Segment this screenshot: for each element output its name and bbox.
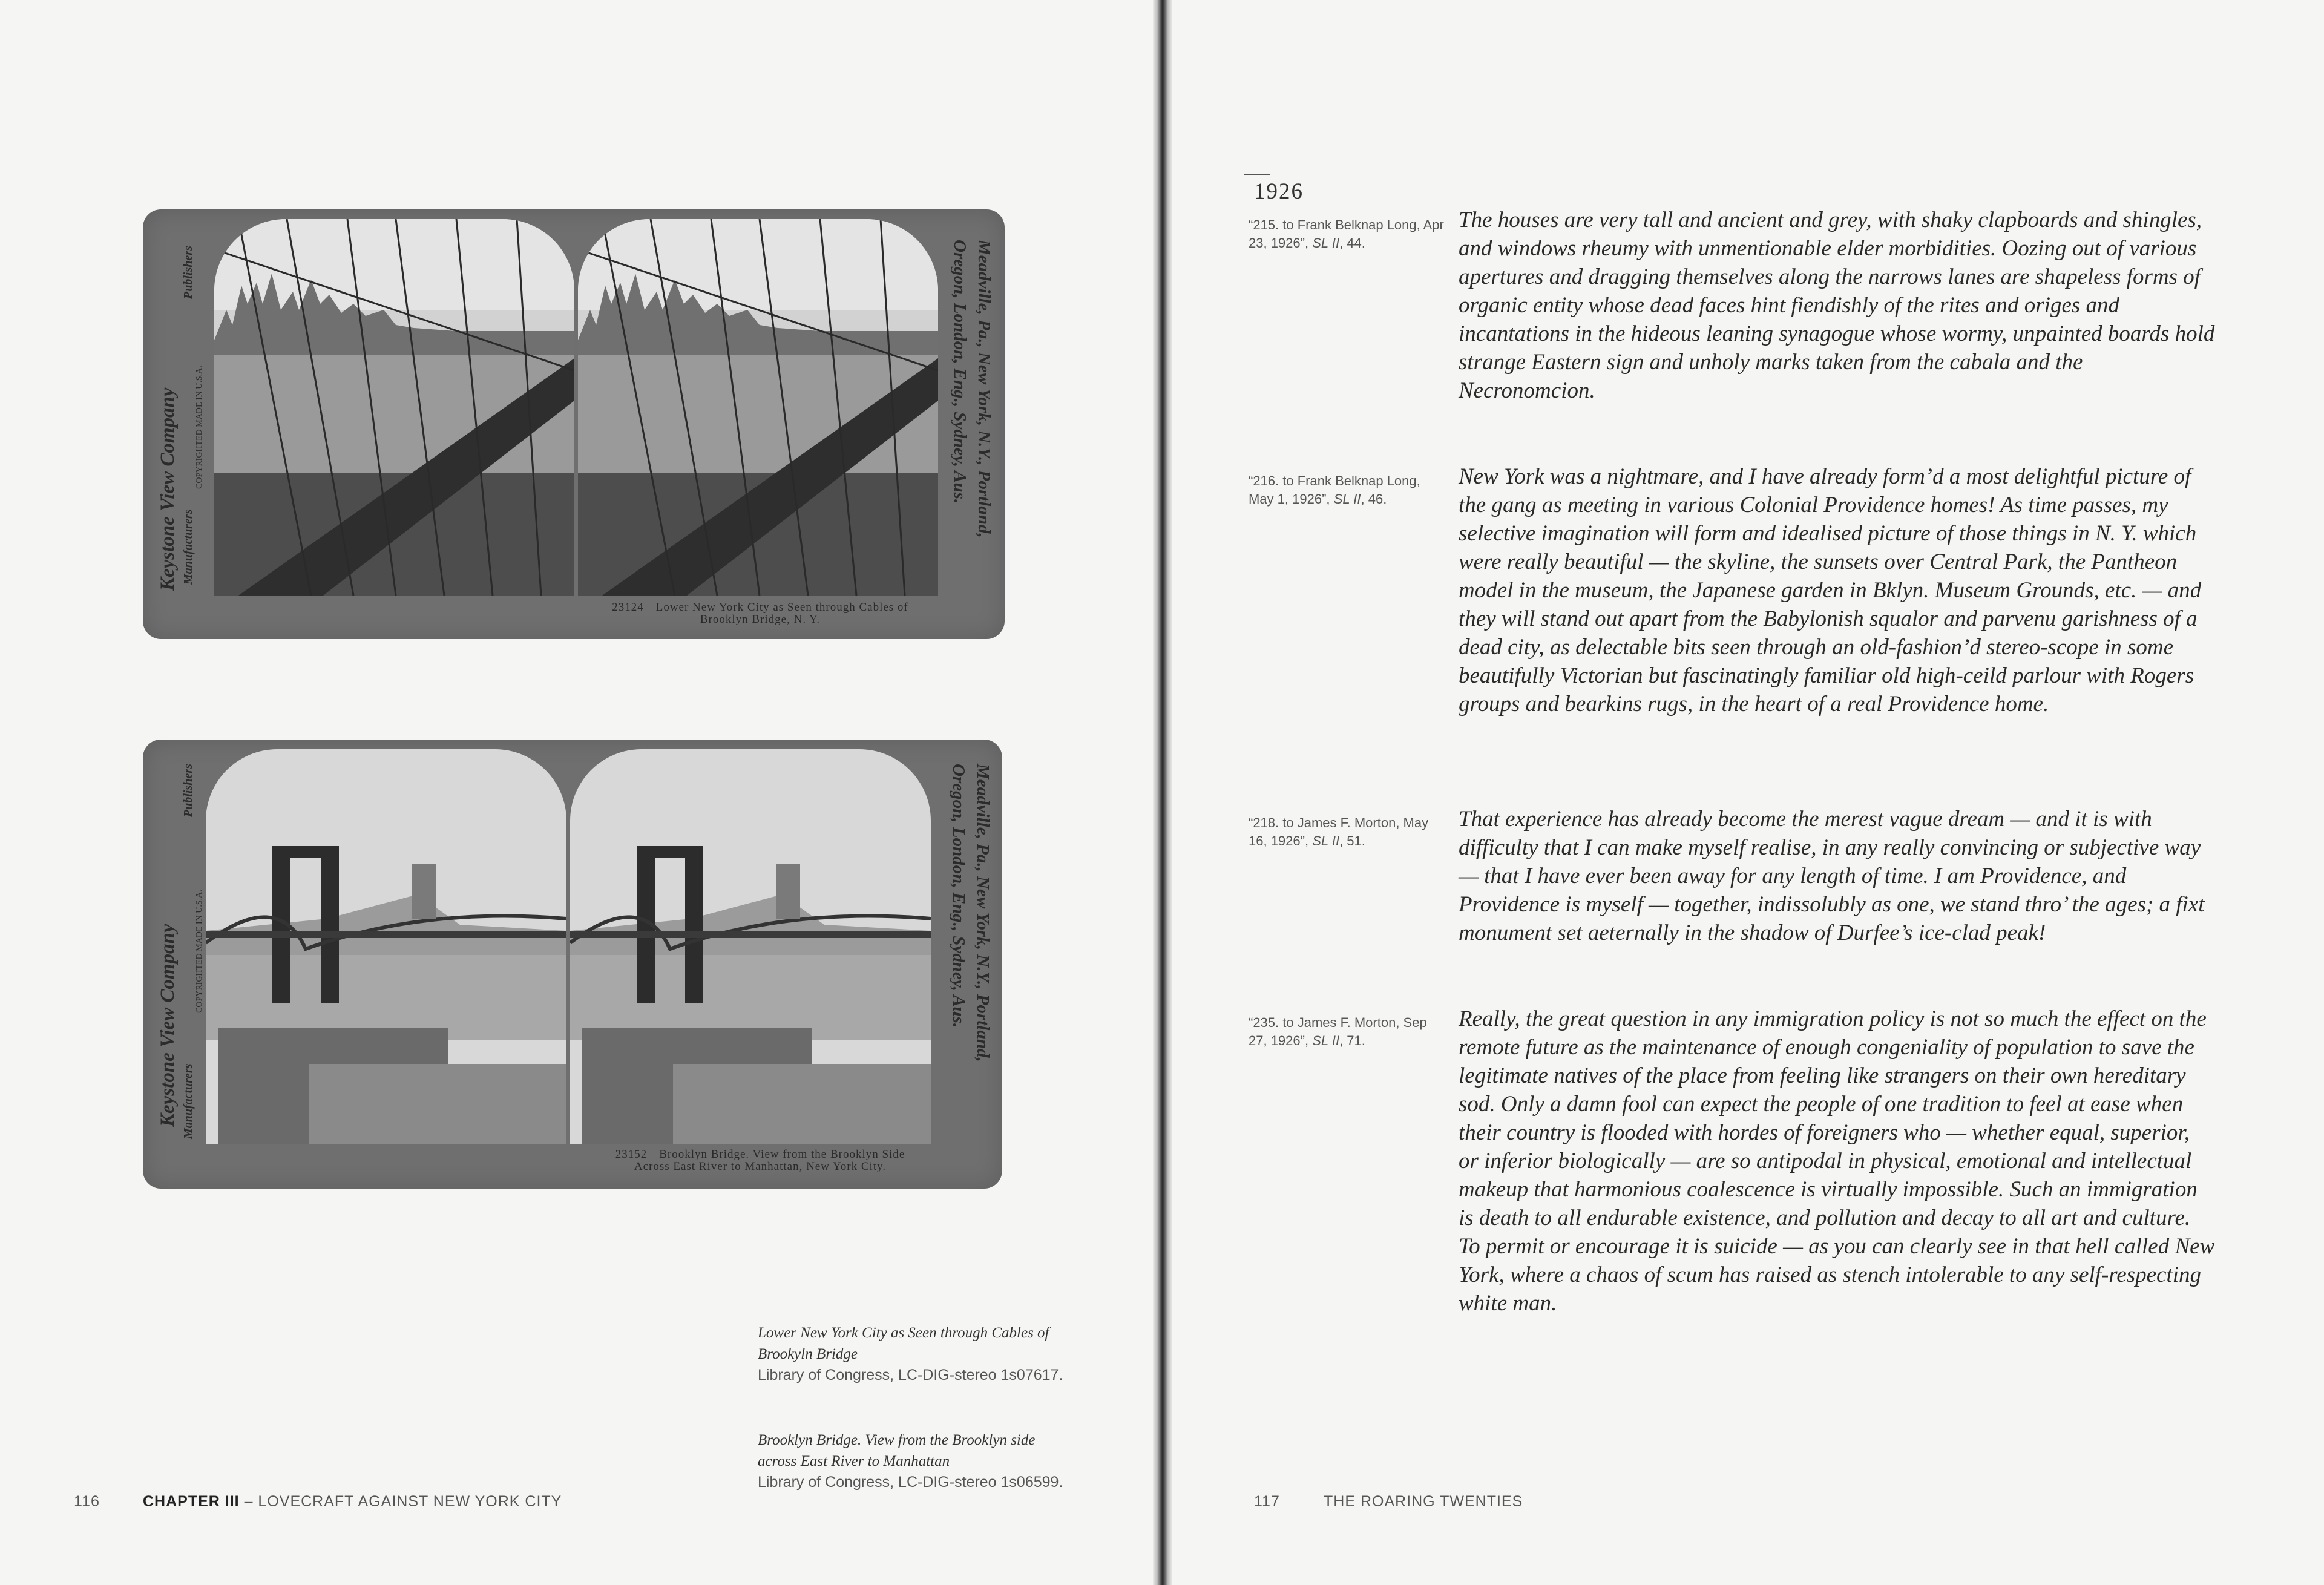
publisher-label — [156, 252, 179, 591]
stereograph-card-1 — [143, 209, 1005, 639]
caption-source: Library of Congress, LC-DIG-stereo 1s07617. — [758, 1367, 1063, 1383]
letter-quote: Really, the great question in any immigration policy is not so much the effect on the remote future as the maintenance of enough congeniality of population to save the legitimate natives of the place from feeling like strangers on their own hereditary sod. Only a damn fool can expect the people of one tradition to feel at ease when their country is flooded with hordes of foreigners who — whether equal, superior, or inferior biologically — are so antipodal in physical, emotional and intellectual makeup that harmonious coalescence is virtually impossible. Such an immigration is death to all endurable existence, and pollution and decay to all art and culture. To permit or encourage it is suicide — as you can clearly see in that hell called New York, where a chaos of scum has raised as stench intolerable to any self-respecting white man. — [1459, 1006, 2215, 1316]
caption-title: Brooklyn Bridge. View from the Brooklyn side across East River to Manhattan — [758, 1432, 1036, 1469]
copyright-text: COPYRIGHTED MADE IN U.S.A. — [195, 890, 204, 1013]
year-heading: 1926 — [1254, 179, 1304, 204]
publisher-cities — [948, 240, 996, 603]
letter-quote: That experience has already become the merest vague dream — and it is with difficulty that I can make myself realise, in any really convincing or subjective way — that I have ever been away for any length of time. I am Providence, and Providence is myself — together, indissolubly as one, we stand thro’ the ages; a fixt monument set aeternally in the shadow of Durfee’s ice-clad peak! — [1459, 807, 2205, 945]
chapter-label: CHAPTER III — [143, 1493, 240, 1510]
note-text: “215. to Frank Belknap Long, Apr 23, 1926”, — [1249, 217, 1444, 251]
publisher-sub — [182, 764, 195, 1139]
cities-line-1: Meadville, Pa., New York, N.Y., Portland, — [974, 240, 994, 538]
publisher-name: Keystone View Company — [157, 387, 179, 591]
book-gutter — [1153, 0, 1172, 1585]
stereo-photo-left — [206, 749, 566, 1144]
chapter-title: LOVECRAFT AGAINST NEW YORK CITY — [258, 1493, 562, 1510]
note-text: “216. to Frank Belknap Long, May 1, 1926”, — [1249, 473, 1420, 507]
stereo-photo-right — [570, 749, 931, 1144]
left-page — [0, 0, 1157, 1585]
note-page: , 44. — [1339, 235, 1365, 251]
note-ref: SL II — [1312, 1033, 1340, 1048]
copyright-label — [195, 861, 205, 1042]
margin-note — [1249, 814, 1448, 850]
margin-note — [1249, 1014, 1448, 1050]
page-number: 117 — [1254, 1493, 1280, 1510]
card-caption-line: 23152—Brooklyn Bridge. View from the Brooklyn Side — [615, 1148, 905, 1161]
cities-line-1: Meadville, Pa., New York, N.Y., Portland, — [973, 764, 993, 1062]
card-caption-2 — [566, 1149, 954, 1173]
stereograph-card-2 — [143, 740, 1002, 1189]
copyright-text: COPYRIGHTED MADE IN U.S.A. — [195, 366, 204, 489]
caption-title: Lower New York City as Seen through Cables of Brookyln Bridge — [758, 1325, 1049, 1362]
publishers-label: Publishers — [182, 764, 195, 817]
card-caption-line: 23124—Lower New York City as Seen through Cables of — [612, 601, 908, 614]
page-number: 116 — [74, 1493, 100, 1510]
figure-caption-1 — [758, 1322, 1072, 1386]
stereo-photo-right — [578, 219, 938, 596]
card-caption-line: Brooklyn Bridge, N. Y. — [700, 613, 821, 626]
card-caption-1 — [566, 602, 954, 626]
caption-source: Library of Congress, LC-DIG-stereo 1s06599. — [758, 1474, 1063, 1491]
note-page: , 71. — [1339, 1033, 1365, 1048]
margin-note — [1249, 472, 1448, 508]
running-header — [143, 1493, 562, 1511]
card-caption-line: Across East River to Manhattan, New York City. — [634, 1160, 887, 1173]
publishers-label: Publishers — [182, 246, 195, 299]
cities-line-2: Oregon, London, Eng., Sydney, Aus. — [950, 240, 970, 504]
manufacturers-label: Manufacturers — [182, 509, 195, 585]
copyright-label — [195, 336, 205, 518]
cities-line-2: Oregon, London, Eng., Sydney, Aus. — [949, 764, 968, 1028]
note-page: , 46. — [1361, 491, 1387, 507]
note-text: “218. to James F. Morton, May 16, 1926”, — [1249, 815, 1429, 848]
publisher-name: Keystone View Company — [157, 924, 179, 1127]
year-rule — [1244, 174, 1270, 175]
publisher-label — [156, 764, 179, 1127]
letter-quote: The houses are very tall and ancient and grey, with shaky clapboards and shingles, and windows rheumy with unmentionable elder morbidities. Oozing out of various apertures and dragging themselves along the narrows lanes are shapeless forms of organic entity whose dead faces hint fiendishly of the rites and origes and incantations in the hideous leaning synagogue whose wormy, unpainted boards hold strange Eastern sign and unholy marks taken from the cabala and the Necronomcion. — [1459, 208, 2215, 403]
letter-quote: New York was a nightmare, and I have already form’d a most delightful picture of the gang as meeting in various Colonial Providence homes! As time passes, my selective imagination will form and idealised picture of those things in N. Y. which were really beautiful — the skyline, the sunsets over Central Park, the Pantheon model in the museum, the Japanese garden in Bklyn. Museum Grounds, etc. — and they will stand out apart from the Babylonish squalor and parvenu garishness of a dead city, as delectable bits seen through an old-fashion’d stereo-scope in some beautifully Victorian but fascinatingly familiar old high-ceild parlour with Rogers groups and bearkins rugs, in the heart of a real Providence home. — [1459, 464, 2202, 717]
margin-note — [1249, 216, 1448, 252]
running-header: THE ROARING TWENTIES — [1324, 1493, 1523, 1510]
publisher-sub — [182, 246, 195, 585]
separator: – — [239, 1493, 258, 1510]
note-text: “235. to James F. Morton, Sep 27, 1926”, — [1249, 1015, 1427, 1048]
note-ref: SL II — [1312, 833, 1340, 848]
manufacturers-label: Manufacturers — [182, 1063, 195, 1139]
stereo-photo-left — [214, 219, 574, 596]
note-page: , 51. — [1339, 833, 1365, 848]
publisher-cities — [947, 764, 995, 1151]
note-ref: SL II — [1312, 235, 1340, 251]
note-ref: SL II — [1333, 491, 1361, 507]
figure-caption-2 — [758, 1429, 1072, 1493]
